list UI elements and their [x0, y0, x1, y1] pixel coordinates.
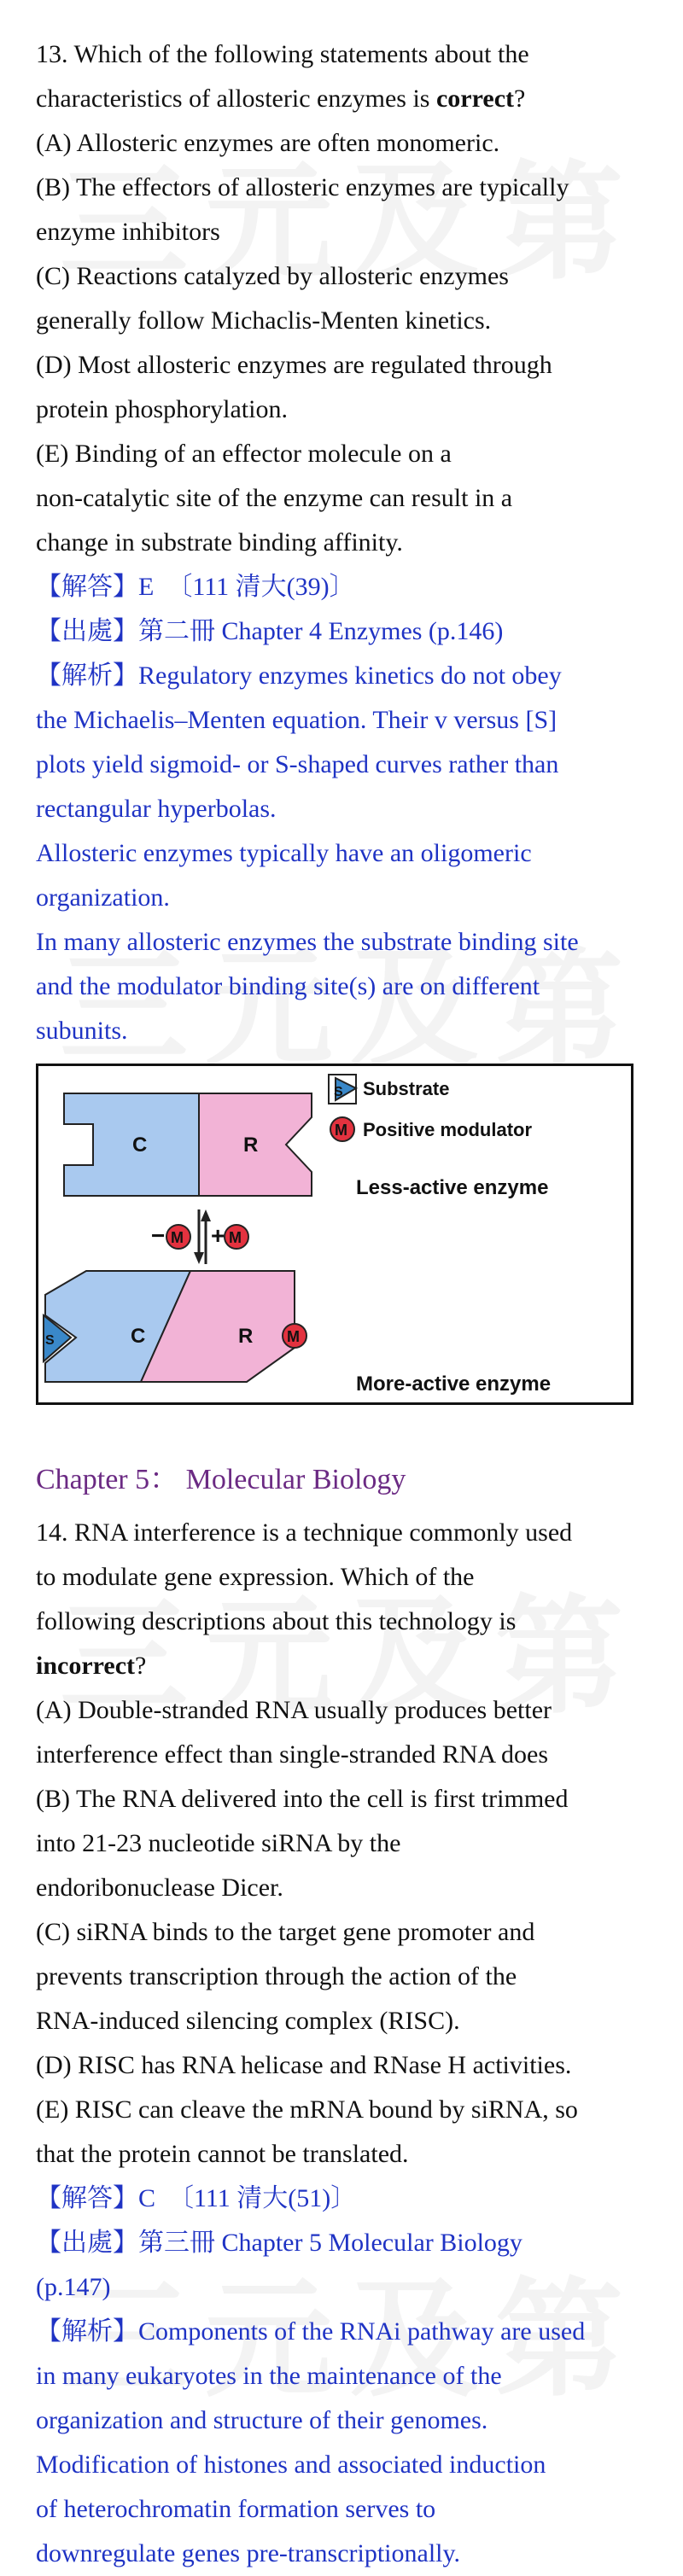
option-c: (C) siRNA binds to the target gene promoter and [36, 1918, 535, 1946]
question-stem: following descriptions about this technology is [36, 1607, 517, 1635]
modulator-symbol: M [335, 1122, 347, 1139]
option-e: (E) Binding of an effector molecule on a [36, 440, 452, 468]
option-b: (B) The effectors of allosteric enzymes are typically [36, 173, 569, 201]
question-stem: 13. Which of the following statements about the [36, 40, 529, 68]
source-line: (p.147) [36, 2273, 111, 2301]
legend-substrate: Substrate [363, 1078, 450, 1099]
subunit-c-label: C [131, 1325, 146, 1348]
source-line: 【出處】第三冊 Chapter 5 Molecular Biology [36, 2229, 522, 2257]
question-stem: to modulate gene expression. Which of the [36, 1563, 475, 1591]
c-subunit-less-active [64, 1093, 199, 1196]
explanation-line: subunits. [36, 1017, 128, 1045]
option-a: (A) Double-stranded RNA usually produces better [36, 1696, 552, 1724]
explanation-line: organization. [36, 883, 170, 912]
explanation-line: plots yield sigmoid- or S-shaped curves rather than [36, 750, 559, 778]
answer-line: 【解答】C 〔111 清大(51)〕 [36, 2184, 357, 2212]
answer-line: 【解答】E 〔111 清大(39)〕 [36, 573, 355, 601]
option-b: endoribonuclease Dicer. [36, 1874, 283, 1902]
option-b: (B) The RNA delivered into the cell is first trimmed [36, 1785, 569, 1813]
substrate-symbol: S [334, 1085, 343, 1099]
explanation-line: of heterochromatin formation serves to [36, 2495, 436, 2523]
option-b: enzyme inhibitors [36, 218, 220, 246]
explanation-line: the Michaelis–Menten equation. Their v versus [S] [36, 706, 557, 734]
allosteric-diagram [38, 1066, 631, 1402]
option-c: (C) Reactions catalyzed by allosteric enzymes [36, 262, 509, 290]
option-c: RNA-induced silencing complex (RISC). [36, 2007, 460, 2035]
question-stem: incorrect? [36, 1652, 147, 1680]
arrowhead-up [201, 1209, 211, 1221]
modulator-symbol: M [171, 1229, 184, 1246]
option-d: (D) Most allosteric enzymes are regulated through [36, 351, 552, 379]
option-c: generally follow Michaclis-Menten kinetics. [36, 306, 492, 335]
option-e: change in substrate binding affinity. [36, 528, 403, 557]
question-stem: 14. RNA interference is a technique commonly used [36, 1518, 573, 1547]
option-d: (D) RISC has RNA helicase and RNase H activities. [36, 2051, 572, 2079]
subunit-r-label: R [243, 1134, 259, 1157]
option-c: prevents transcription through the action of the [36, 1962, 517, 1990]
explanation-line: organization and structure of their genomes. [36, 2406, 488, 2434]
legend-modulator: Positive modulator [363, 1119, 533, 1140]
explanation-line: in many eukaryotes in the maintenance of the [36, 2362, 502, 2390]
allosteric-enzyme-figure [36, 1064, 633, 1405]
subunit-c-label: C [132, 1134, 148, 1157]
explanation-line: 【解析】Regulatory enzymes kinetics do not obey [36, 661, 562, 690]
less-active-label: Less-active enzyme [356, 1176, 549, 1199]
explanation-line: Modification of histones and associated induction [36, 2451, 546, 2479]
explanation-line: and the modulator binding site(s) are on different [36, 972, 540, 1000]
arrowhead-down [194, 1252, 204, 1264]
question-13 [36, 32, 659, 1053]
substrate-symbol: S [45, 1333, 55, 1348]
option-a: (A) Allosteric enzymes are often monomeric. [36, 129, 500, 157]
subunit-r-label: R [238, 1325, 254, 1348]
explanation-line: rectangular hyperbolas. [36, 795, 277, 823]
modulator-symbol: M [287, 1328, 300, 1345]
explanation-line: downregulate genes pre-transcriptionally. [36, 2539, 461, 2567]
plus-sign: + [211, 1222, 225, 1249]
emphasis: correct [435, 85, 515, 113]
document-page [36, 32, 659, 2576]
option-b: into 21-23 nucleotide siRNA by the [36, 1829, 401, 1857]
option-a: interference effect than single-stranded RNA does [36, 1740, 549, 1769]
explanation-line: 【解析】Components of the RNAi pathway are used [36, 2317, 586, 2346]
question-stem: characteristics of allosteric enzymes is correct? [36, 85, 526, 113]
emphasis: incorrect [36, 1652, 136, 1680]
option-e: (E) RISC can cleave the mRNA bound by siRNA, so [36, 2095, 578, 2124]
chapter-heading: Chapter 5： Molecular Biology [36, 1464, 406, 1495]
question-14 [36, 1511, 659, 2576]
option-e: that the protein cannot be translated. [36, 2140, 409, 2168]
option-e: non-catalytic site of the enzyme can result in a [36, 484, 513, 512]
more-active-label: More-active enzyme [356, 1373, 552, 1396]
minus-sign: − [151, 1222, 166, 1249]
explanation-line: In many allosteric enzymes the substrate binding site [36, 928, 579, 956]
source-line: 【出處】第二冊 Chapter 4 Enzymes (p.146) [36, 617, 504, 645]
explanation-line: Allosteric enzymes typically have an oligomeric [36, 839, 532, 867]
modulator-symbol: M [229, 1229, 242, 1246]
option-d: protein phosphorylation. [36, 395, 288, 423]
